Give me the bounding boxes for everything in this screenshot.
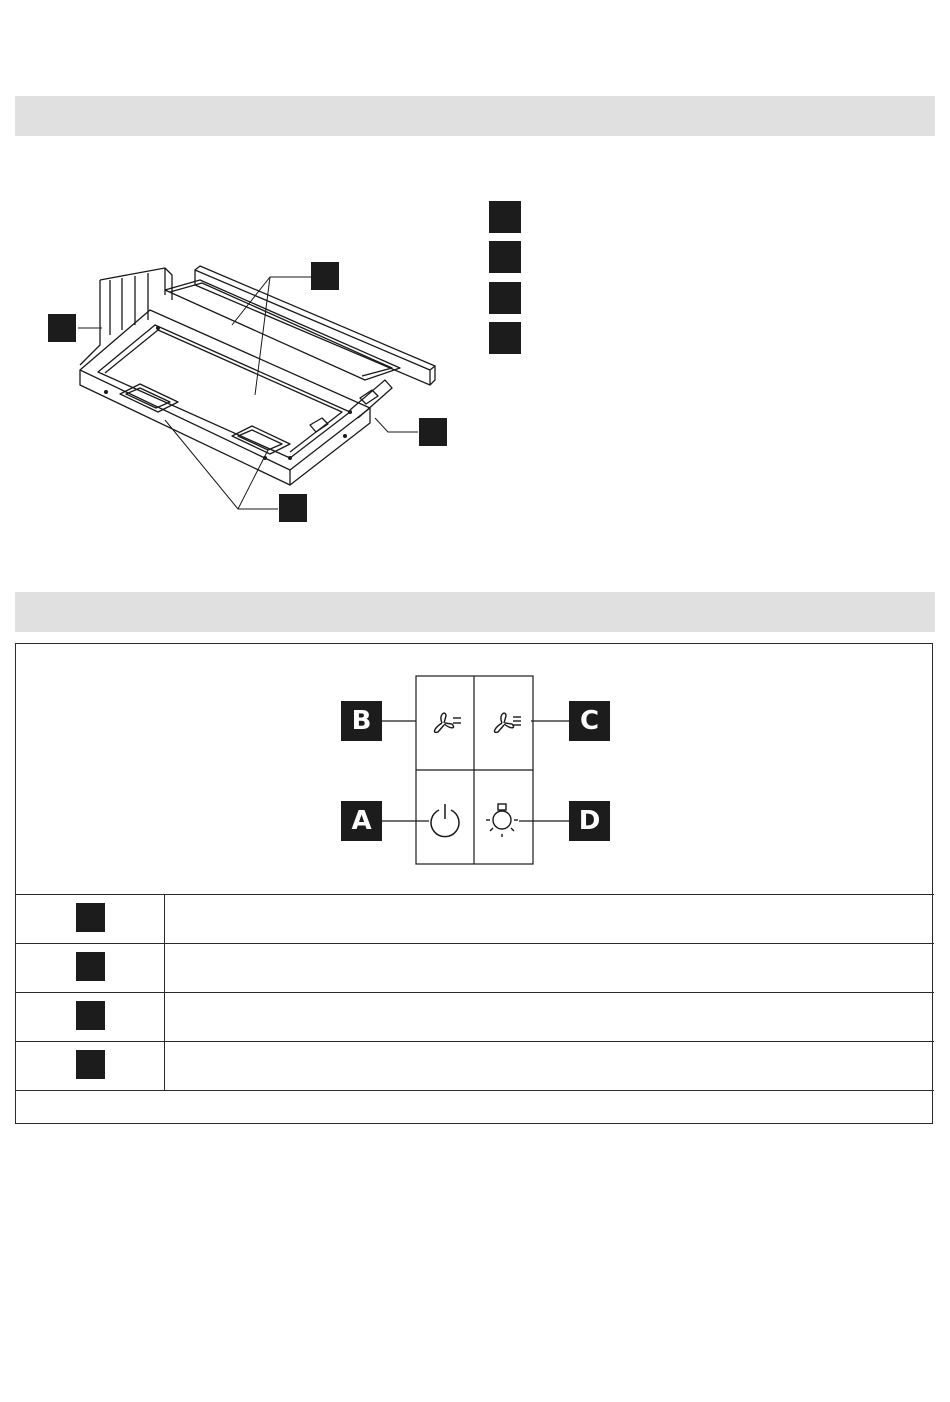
row-description-cell bbox=[166, 1042, 934, 1090]
fan-speed-low-icon bbox=[435, 713, 461, 732]
legend-marker-1 bbox=[489, 201, 521, 233]
row-key-cell bbox=[16, 944, 165, 992]
table-row bbox=[16, 992, 934, 1041]
row-key-cell bbox=[16, 1042, 165, 1090]
power-icon bbox=[431, 804, 459, 837]
callout-marker-handles bbox=[279, 494, 307, 522]
table-row bbox=[16, 894, 934, 943]
section-band-top bbox=[15, 96, 935, 136]
row-marker bbox=[76, 1050, 105, 1079]
row-marker bbox=[76, 1001, 105, 1030]
light-bulb-icon bbox=[486, 804, 518, 837]
button-key-c: C bbox=[569, 701, 610, 741]
control-panel-diagram bbox=[16, 644, 934, 894]
table-row bbox=[16, 943, 934, 992]
row-key-cell bbox=[16, 895, 165, 943]
row-marker bbox=[76, 952, 105, 981]
callout-marker-chimney bbox=[48, 314, 76, 342]
legend-marker-3 bbox=[489, 282, 521, 314]
fan-speed-high-icon bbox=[495, 713, 521, 732]
callout-marker-rail bbox=[419, 418, 447, 446]
section-band-controls bbox=[15, 592, 935, 632]
row-description-cell bbox=[166, 993, 934, 1041]
button-key-d: D bbox=[569, 801, 610, 841]
row-marker bbox=[76, 903, 105, 932]
legend-marker-4 bbox=[489, 322, 521, 354]
row-description-cell bbox=[166, 895, 934, 943]
legend-marker-2 bbox=[489, 241, 521, 273]
table-footer-row bbox=[16, 1090, 934, 1125]
row-key-cell bbox=[16, 993, 165, 1041]
callout-marker-filter bbox=[311, 262, 339, 290]
control-panel-table bbox=[15, 643, 933, 1124]
button-key-a: A bbox=[341, 801, 382, 841]
row-description-cell bbox=[166, 944, 934, 992]
button-key-b: B bbox=[341, 701, 382, 741]
table-row bbox=[16, 1041, 934, 1090]
